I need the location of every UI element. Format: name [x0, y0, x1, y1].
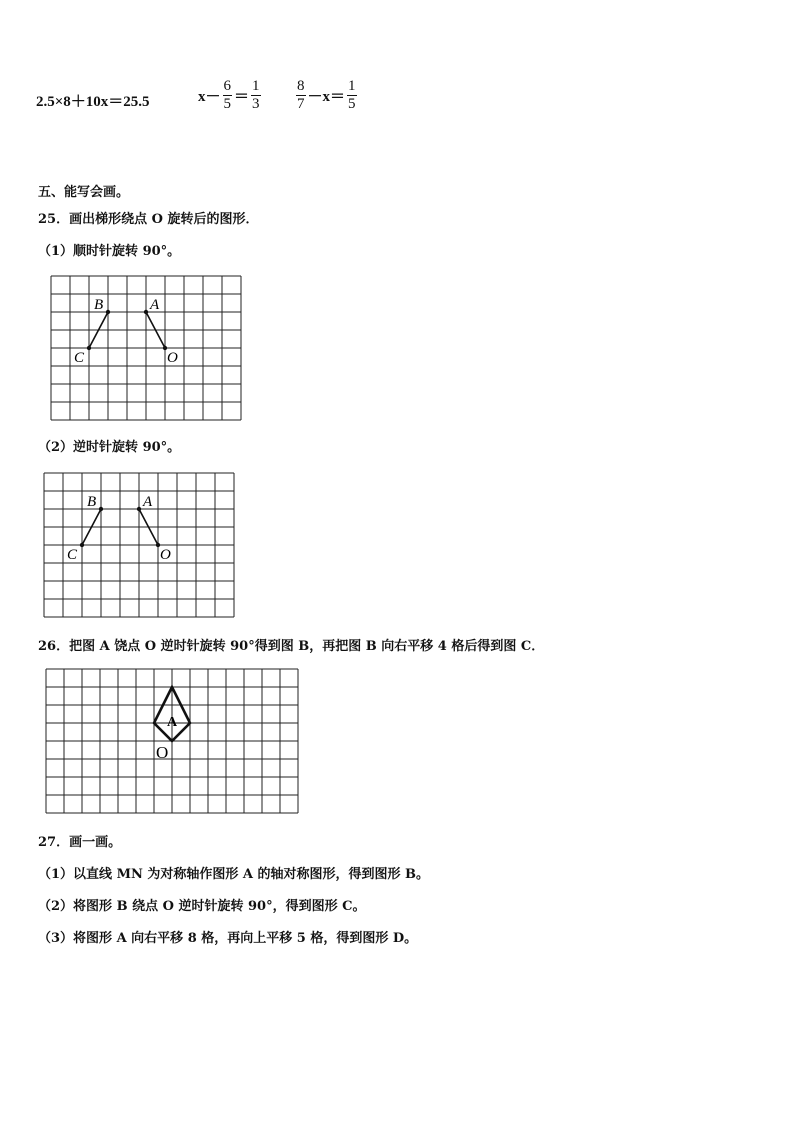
fraction-numerator: 8: [297, 78, 305, 94]
equation-1: 2.5×8＋10x＝25.5: [36, 94, 150, 110]
equation-2-lhs: x－: [198, 89, 221, 105]
question-25-title: 25．画出梯形绕点 O 旋转后的图形．: [38, 212, 259, 227]
section-heading: 五、能写会画。: [38, 185, 130, 200]
point-a: [144, 310, 148, 314]
equation-3: [294, 78, 359, 113]
grid-figure-1: [50, 275, 244, 421]
question-27-item-3: （3）将图形 A 向右平移 8 格，再向上平移 5 格，得到图形 D。: [38, 931, 418, 946]
point-o-label: O: [156, 743, 169, 762]
question-27-item-1: （1）以直线 MN 为对称轴作图形 A 的轴对称图形，得到图形 B。: [38, 867, 430, 882]
label-c: C: [67, 547, 78, 563]
label-o: O: [160, 547, 171, 563]
question-25-part-1: （1）顺时针旋转 90°。: [38, 244, 181, 259]
equation-2-fraction-1: [223, 78, 233, 113]
label-o: O: [167, 350, 178, 366]
fraction-denominator: 3: [252, 96, 260, 112]
fraction-numerator: 1: [252, 78, 260, 94]
grid-figure-3: [45, 668, 299, 816]
point-c: [87, 346, 91, 350]
point-c: [80, 543, 84, 547]
fraction-denominator: 5: [223, 96, 232, 112]
equation-3-fraction-2: [347, 78, 357, 113]
equation-2: [198, 78, 263, 113]
grid-figure-2: [43, 472, 237, 618]
question-27-item-2: （2）将图形 B 绕点 O 逆时针旋转 90°，得到图形 C。: [38, 899, 366, 914]
fraction-numerator: 1: [348, 78, 356, 94]
figure-a-label: A: [167, 715, 178, 730]
point-b: [106, 310, 110, 314]
equation-3-fraction-1: [296, 78, 306, 113]
equals-sign: ＝: [234, 89, 250, 105]
point-a: [137, 507, 141, 511]
fraction-denominator: 7: [297, 96, 305, 112]
label-c: C: [74, 350, 85, 366]
fraction-denominator: 5: [348, 96, 356, 112]
label-a: A: [150, 297, 160, 313]
grid-lines: [44, 473, 234, 617]
fraction-numerator: 6: [223, 78, 232, 94]
label-b: B: [94, 297, 104, 313]
label-a: A: [143, 494, 153, 510]
equation-3-middle: －x＝: [307, 89, 346, 105]
question-26-title: 26．把图 A 饶点 O 逆时针旋转 90°得到图 B，再把图 B 向右平移 4 格后得到图 C．: [38, 639, 545, 654]
point-b: [99, 507, 103, 511]
label-b: B: [87, 494, 97, 510]
grid-lines: [51, 276, 241, 420]
equation-2-fraction-2: [251, 78, 261, 113]
question-27-title: 27．画一画。: [38, 835, 122, 850]
question-25-part-2: （2）逆时针旋转 90°。: [38, 440, 181, 455]
